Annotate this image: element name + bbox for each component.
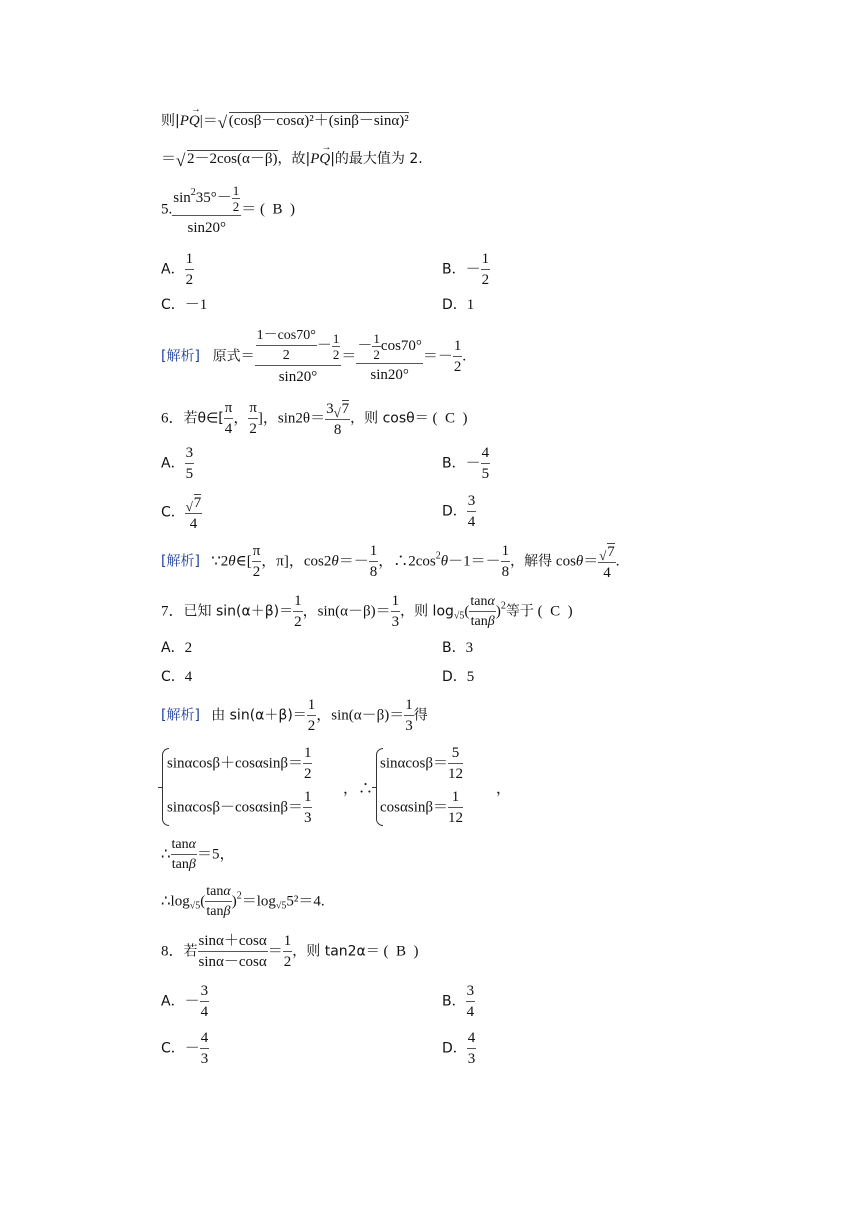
q6-option-b: B．－ $\frac{4}{5}$ bbox=[442, 445, 490, 482]
analysis-label: [解析] bbox=[161, 348, 200, 365]
vector-arrow-icon: → bbox=[190, 104, 200, 115]
q5-option-d: D．1 bbox=[442, 297, 475, 313]
max-sqrt: √ 2－2cos(α－β) bbox=[176, 151, 278, 170]
q6-option-c: C． √ 7 4 bbox=[161, 495, 202, 532]
q6-option-d: D． $\frac{3}{4}$ bbox=[442, 493, 476, 530]
question-7-stem: 7．已知 sin(α＋β)＝ $\frac{1}{2}$ ，sin(α－β)＝ $\frac{1}{3}$ ，则 $\log_{√5}$( $\frac{\tan\alpha}{\tan\beta}$ )$^2$等于 ( C ) bbox=[161, 593, 573, 630]
question-number: 5. bbox=[161, 201, 173, 218]
system1-eq2: sinαcosβ－cosαsinβ＝ $\frac{1}{3}$ bbox=[167, 789, 312, 826]
max-text-a: ，故| bbox=[277, 151, 311, 167]
q7-option-d: D．5 bbox=[442, 669, 475, 685]
q5-option-a: A． $\frac{1}{2}$ bbox=[161, 251, 194, 288]
answer: C bbox=[444, 410, 455, 427]
vector-arrow-icon: → bbox=[321, 142, 331, 153]
q5-option-c: C．－1 bbox=[161, 297, 208, 313]
q5-analysis: [解析] 原式＝ $\frac{1-\cos 70^\circ}{2}$ － $\frac{1}{2}$ sin20° ＝ － $\frac{1}{2}$ cos70° sin20° ＝－ $\frac{1}{2}$ . bbox=[161, 328, 467, 385]
q8-option-c: C．－ $\frac{4}{3}$ bbox=[161, 1030, 209, 1067]
pq-prefix: 则| bbox=[161, 113, 180, 129]
system1-eq1: sinαcosβ＋cosαsinβ＝ $\frac{1}{2}$ bbox=[167, 745, 312, 782]
q6-option-a: A． $\frac{3}{5}$ bbox=[161, 445, 194, 482]
q8-option-b: B． $\frac{3}{4}$ bbox=[442, 983, 475, 1020]
pq-max-line bbox=[161, 142, 423, 170]
q7-option-c: C．4 bbox=[161, 669, 193, 685]
q7-analysis: [解析] 由 sin(α＋β)＝ $\frac{1}{2}$ ，sin(α－β)＝ $\frac{1}{3}$ 得 bbox=[161, 697, 428, 734]
ratio-line: ∴ $\frac{\tan\alpha}{\tan\beta}$ ＝5， bbox=[161, 837, 235, 872]
q5-fraction: $\sin^235^\circ-$ $\frac{1}{2}$ sin20° bbox=[173, 183, 240, 236]
pq-vector-2: → PQ bbox=[310, 142, 331, 167]
q6-analysis: [解析] ∵2θ∈[ $\frac{\pi}{2}$ ，π]，cos2θ＝－ $\frac{1}{8}$ ，$\therefore 2\cos^2\theta-1=-$ $\frac{1}{8}$ ，解得 cosθ＝ √ 7 4 . bbox=[161, 543, 620, 581]
system-comma: ， bbox=[496, 781, 512, 797]
pq-sqrt: √ (cosβ－cosα)²＋(sinβ－sinα)² bbox=[217, 113, 409, 132]
q7-option-b: B．3 bbox=[442, 640, 474, 656]
q8-option-d: D． $\frac{4}{3}$ bbox=[442, 1030, 476, 1067]
pq-line bbox=[161, 104, 409, 132]
question-8-stem: 8．若 $\frac{\sin\alpha+\cos\alpha}{\sin\alpha-\cos\alpha}$ ＝ $\frac{1}{2}$ ，则 tan2α＝ ( B ) bbox=[161, 933, 419, 970]
answer: C bbox=[550, 603, 561, 620]
pq-eq: |＝ bbox=[199, 113, 218, 129]
q7-option-a: A．2 bbox=[161, 640, 193, 656]
eq-sign: ＝ bbox=[161, 151, 177, 167]
q8-option-a: A．－ $\frac{3}{4}$ bbox=[161, 983, 209, 1020]
q5-option-b: B．－ $\frac{1}{2}$ bbox=[442, 251, 490, 288]
answer: B bbox=[272, 201, 283, 218]
analysis-label: [解析] bbox=[161, 707, 200, 724]
analysis-label: [解析] bbox=[161, 553, 200, 570]
answer: B bbox=[396, 943, 407, 960]
final-line: $\therefore\log_{√5}$( $\frac{\tan\alpha}{\tan\beta}$ )$^2=\log_{√5}5^2=4$. bbox=[161, 884, 325, 919]
question-5-stem: 5. $\sin^235^\circ-$ $\frac{1}{2}$ sin20° ＝ ( B ) bbox=[161, 183, 296, 236]
system2-eq2: cosαsinβ＝ $\frac{1}{12}$ bbox=[380, 789, 463, 826]
max-text-b: |的最大值为 2. bbox=[330, 151, 423, 167]
system2-eq1: sinαcosβ＝ $\frac{5}{12}$ bbox=[380, 745, 463, 782]
pq-vector: → PQ bbox=[179, 104, 200, 129]
system-therefore: ，∴ bbox=[343, 781, 374, 797]
question-6-stem: 6．若θ∈[ $\frac{\pi}{4}$ ， $\frac{\pi}{2}$ ]，sin2θ＝ 3 √ 7 8 ，则 cosθ＝ ( C ) bbox=[161, 400, 468, 438]
